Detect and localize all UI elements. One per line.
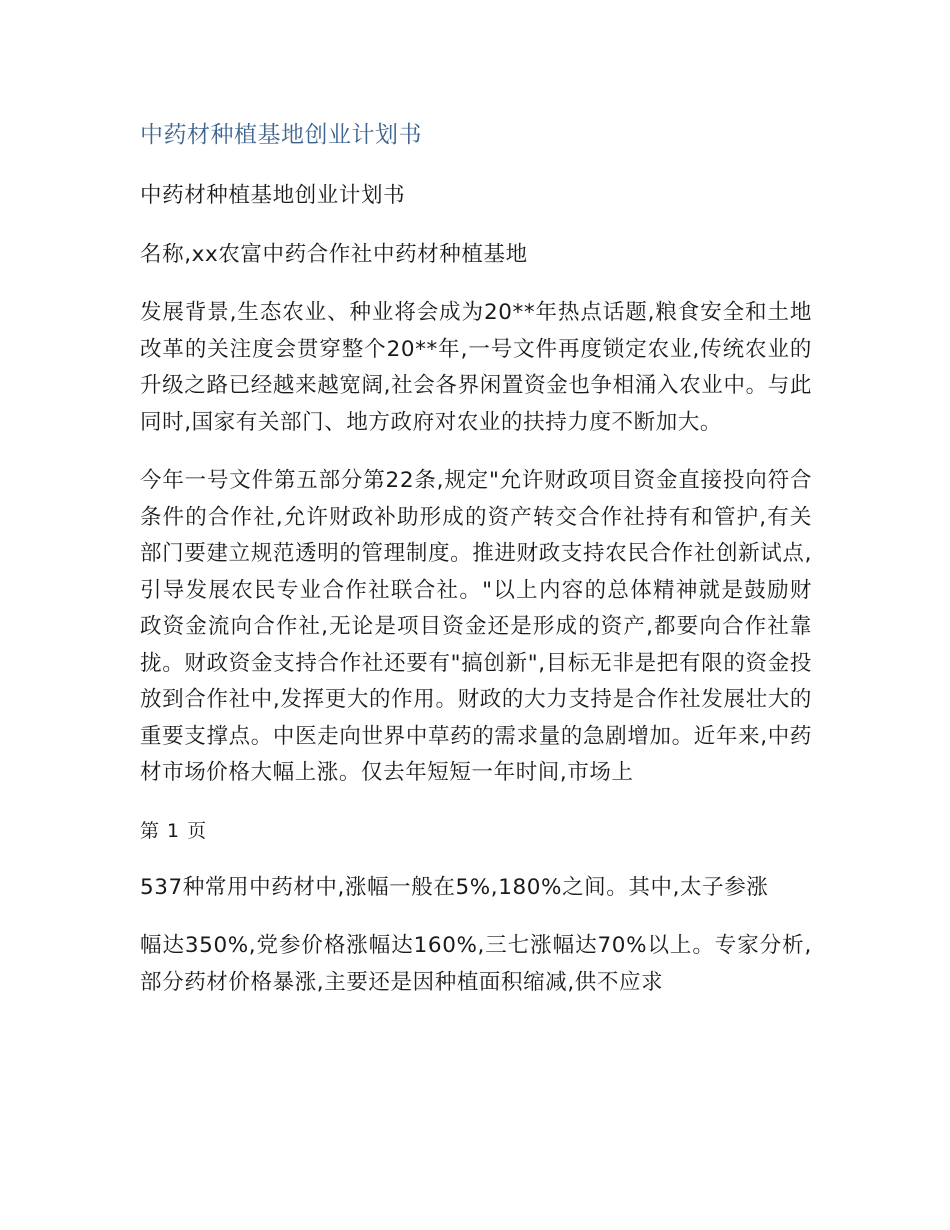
background-paragraph: 发展背景,生态农业、种业将会成为20**年热点话题,粮食安全和土地改革的关注度会贯穿整个20**年,一号文件再度锁定农业,传统农业的升级之路已经越来越宽阔,社会各界闲置资金也争相涌入农业中。与此同时,国家有关部门、地方政府对农业的扶持力度不断加大。: [140, 300, 812, 435]
page-number: 第 1 页: [140, 819, 208, 842]
policy-paragraph: 今年一号文件第五部分第22条,规定"允许财政项目资金直接投向符合条件的合作社,允许财政补助形成的资产转交合作社持有和管护,有关部门要建立规范透明的管理制度。推进财政支持农民合作社创新试点,引导发展农民专业合作社联合社。"以上内容的总体精神就是鼓励财政资金流向合作社,无论是项目资金还是形成的资产,都要向合作社靠拢。财政资金支持合作社还要有"搞创新",目标无非是把有限的资金投放到合作社中,发挥更大的作用。财政的大力支持是合作社发展壮大的重要支撑点。中医走向世界中草药的需求量的急剧增加。近年来,中药材市场价格大幅上涨。仅去年短短一年时间,市场上: [140, 468, 812, 785]
document-heading: 中药材种植基地创业计划书: [140, 122, 422, 148]
continuation-paragraph: 537种常用中药材中,涨幅一般在5%,180%之间。其中,太子参涨: [140, 874, 769, 900]
plan-title-paragraph: 中药材种植基地创业计划书: [140, 183, 406, 208]
continuation-paragraph: 幅达350%,党参价格涨幅达160%,三七涨幅达70%以上。专家分析,部分药材价格暴涨,主要还是因种植面积缩减,供不应求: [140, 933, 812, 995]
document-content: [140, 118, 812, 1023]
base-name-paragraph: 名称,xx农富中药合作社中药材种植基地: [140, 241, 528, 267]
